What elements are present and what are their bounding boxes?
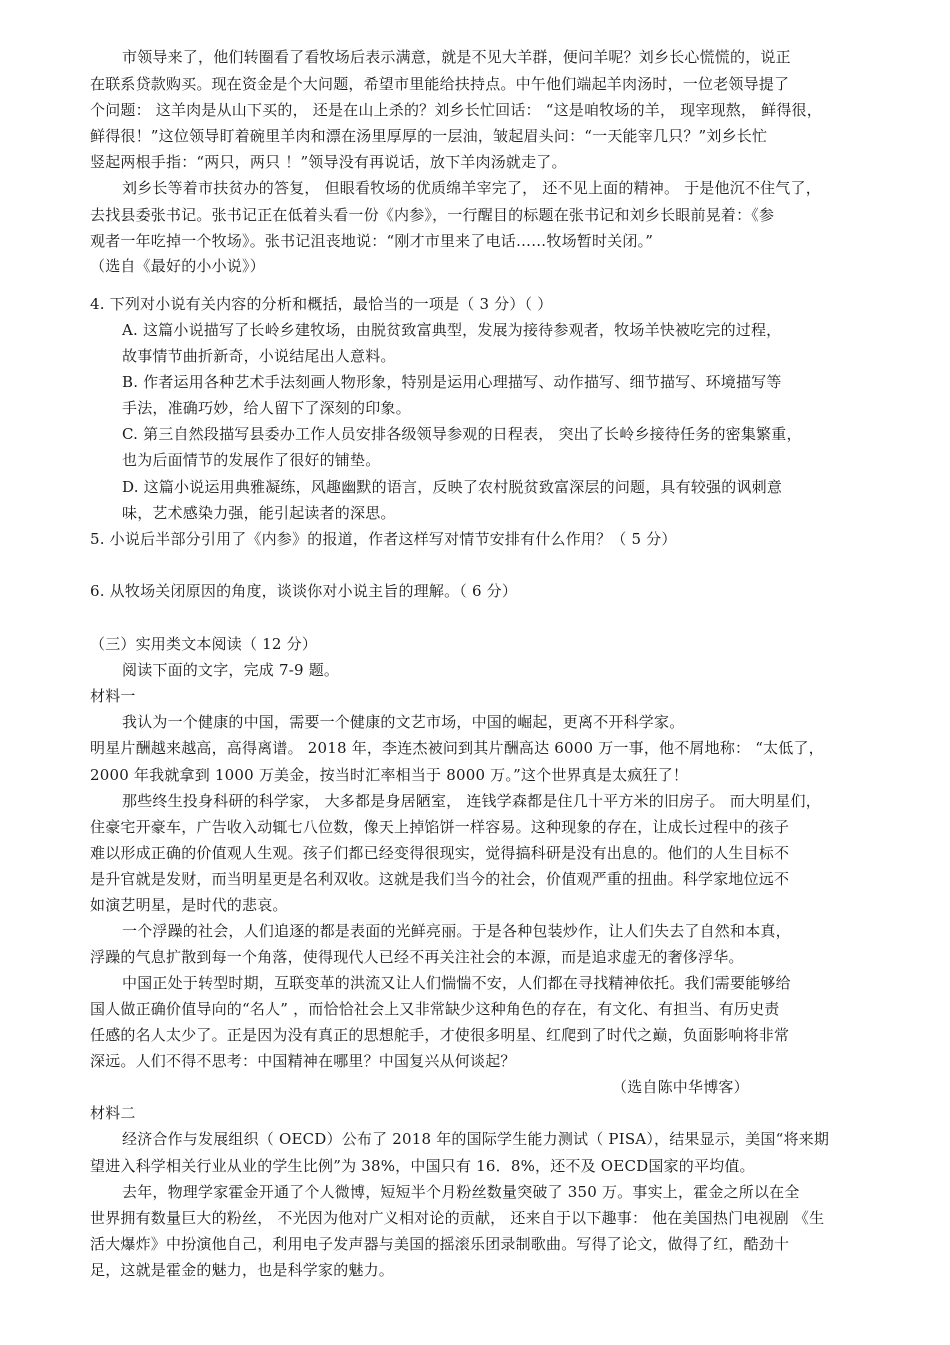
material-2-line: 活大爆炸》中扮演他自己，利用电子发声器与美国的摇滚乐团录制歌曲。写得了论文，做得了红，酷劲十 <box>90 1235 790 1253</box>
section-3-title: （三）实用类文本阅读（ 12 分） <box>90 635 318 653</box>
material-1-line: 深远。人们不得不思考：中国精神在哪里？中国复兴从何谈起？ <box>90 1052 516 1070</box>
story-paragraph-1-line-4: 鲜得很！”这位领导盯着碗里羊肉和漂在汤里厚厚的一层油，皱起眉头问：“一天能宰几只？”刘乡长忙 <box>90 127 768 145</box>
material-1-line: 任感的名人太少了。正是因为没有真正的思想舵手，才使很多明星、红爬到了时代之巅，负面影响将非常 <box>90 1026 790 1044</box>
material-1-line: 那些终生投身科研的科学家， 大多都是身居陋室， 连钱学森都是住几十平方米的旧房子。 而大明星们， <box>122 792 821 810</box>
question-4-option-b-line-2: 手法，准确巧妙，给人留下了深刻的印象。 <box>122 399 411 417</box>
story-paragraph-1-line-2: 在联系贷款购买。现在资金是个大问题，希望市里能给扶持点。中午他们端起羊肉汤时，一位老领导提了 <box>90 75 790 93</box>
story-source: （选自《最好的小小说》） <box>90 257 265 275</box>
section-3-instruction: 阅读下面的文字，完成 7-9 题。 <box>122 661 340 679</box>
story-paragraph-2-line-1: 刘乡长等着市扶贫办的答复， 但眼看牧场的优质绵羊宰完了， 还不见上面的精神。 于是他沉不住气了， <box>122 179 821 197</box>
material-2-line: 望进入科学相关行业从业的学生比例”为 38%，中国只有 16．8%，还不及 OECD国家的平均值。 <box>90 1157 755 1175</box>
material-1-line: 是升官就是发财，而当明星更是名利双收。这就是我们当今的社会，价值观严重的扭曲。科学家地位远不 <box>90 870 790 888</box>
material-1-line: 如演艺明星，是时代的悲哀。 <box>90 896 288 914</box>
question-4-option-b-line-1: B. 作者运用各种艺术手法刻画人物形象，特别是运用心理描写、动作描写、细节描写、环境描写等 <box>122 373 782 391</box>
question-4-option-d-line-2: 味，艺术感染力强，能引起读者的深思。 <box>122 504 396 522</box>
material-1-line: 国人做正确价值导向的“名人” ，而恰恰社会上又非常缺少这种角色的存在，有文化、有担当、有历史责 <box>90 1000 780 1018</box>
material-1-line: 明星片酬越来越高，高得离谱。 2018 年，李连杰被问到其片酬高达 6000 万一事，他不屑地称： “太低了， <box>90 739 824 757</box>
material-2-line: 世界拥有数量巨大的粉丝， 不光因为他对广义相对论的贡献， 还来自于以下趣事： 他在美国热门电视剧 《生 <box>90 1209 825 1227</box>
material-2-line: 经济合作与发展组织（ OECD）公布了 2018 年的国际学生能力测试（ PISA），结果显示，美国“将来期 <box>122 1130 830 1148</box>
material-1-line: 浮躁的气息扩散到每一个角落，使得现代人已经不再关注社会的本源，而是追求虚无的奢侈浮华。 <box>90 948 744 966</box>
question-6: 6. 从牧场关闭原因的角度，谈谈你对小说主旨的理解。（ 6 分） <box>90 582 518 600</box>
material-2-line: 去年，物理学家霍金开通了个人微博，短短半个月粉丝数量突破了 350 万。事实上，霍金之所以在全 <box>122 1183 800 1201</box>
material-1-line: 住豪宅开豪车，广告收入动辄七八位数，像天上掉馅饼一样容易。这种现象的存在，让成长过程中的孩子 <box>90 818 790 836</box>
question-4-option-c-line-1: C. 第三自然段描写县委办工作人员安排各级领导参观的日程表， 突出了长岭乡接待任务的密集繁重， <box>122 425 802 443</box>
question-4-option-a-line-1: A. 这篇小说描写了长岭乡建牧场，由脱贫致富典型，发展为接待参观者，牧场羊快被吃完的过程， <box>122 321 782 339</box>
material-1-label: 材料一 <box>90 687 136 705</box>
material-1-line: 一个浮躁的社会，人们追逐的都是表面的光鲜亮丽。于是各种包装炒作，让人们失去了自然和本真， <box>122 922 791 940</box>
story-paragraph-2-line-3: 观者一年吃掉一个牧场》。张书记沮丧地说：“刚才市里来了电话……牧场暂时关闭。” <box>90 232 654 250</box>
material-1-line: 中国正处于转型时期，互联变革的洪流又让人们惴惴不安，人们都在寻找精神依托。我们需要能够给 <box>122 974 791 992</box>
question-4-option-c-line-2: 也为后面情节的发展作了很好的铺垫。 <box>122 451 381 469</box>
question-5: 5. 小说后半部分引用了《内参》的报道，作者这样写对情节安排有什么作用？（ 5 分） <box>90 530 677 548</box>
material-2-line: 足，这就是霍金的魅力，也是科学家的魅力。 <box>90 1261 395 1279</box>
material-2-label: 材料二 <box>90 1104 136 1122</box>
story-paragraph-2-line-2: 去找县委张书记。张书记正在低着头看一份《内参》，一行醒目的标题在张书记和刘乡长眼前晃着：《参 <box>90 206 775 224</box>
material-1-source: （选自陈中华博客） <box>612 1078 749 1096</box>
material-1-line: 2000 年我就拿到 1000 万美金，按当时汇率相当于 8000 万。”这个世界真是太疯狂了！ <box>90 766 689 784</box>
story-paragraph-1-line-3: 个问题： 这羊肉是从山下买的， 还是在山上杀的？刘乡长忙回话： “这是咱牧场的羊， 现宰现熬， 鲜得很， <box>90 101 822 119</box>
question-4-option-d-line-1: D. 这篇小说运用典雅凝练，风趣幽默的语言，反映了农村脱贫致富深层的问题，具有较强的讽刺意 <box>122 478 783 496</box>
question-4-stem: 4. 下列对小说有关内容的分析和概括，最恰当的一项是（ 3 分）（ ） <box>90 295 553 313</box>
material-1-line: 我认为一个健康的中国，需要一个健康的文艺市场，中国的崛起，更离不开科学家。 <box>122 713 685 731</box>
story-paragraph-1-line-1: 市领导来了，他们转圈看了看牧场后表示满意，就是不见大羊群，便问羊呢？刘乡长心慌慌的，说正 <box>122 48 791 66</box>
story-paragraph-1-line-5: 竖起两根手指：“两只，两只 ！”领导没有再说话，放下羊肉汤就走了。 <box>90 153 567 171</box>
question-4-option-a-line-2: 故事情节曲折新奇，小说结尾出人意料。 <box>122 347 396 365</box>
material-1-line: 难以形成正确的价值观人生观。孩子们都已经变得很现实，觉得搞科研是没有出息的。他们的人生目标不 <box>90 844 790 862</box>
